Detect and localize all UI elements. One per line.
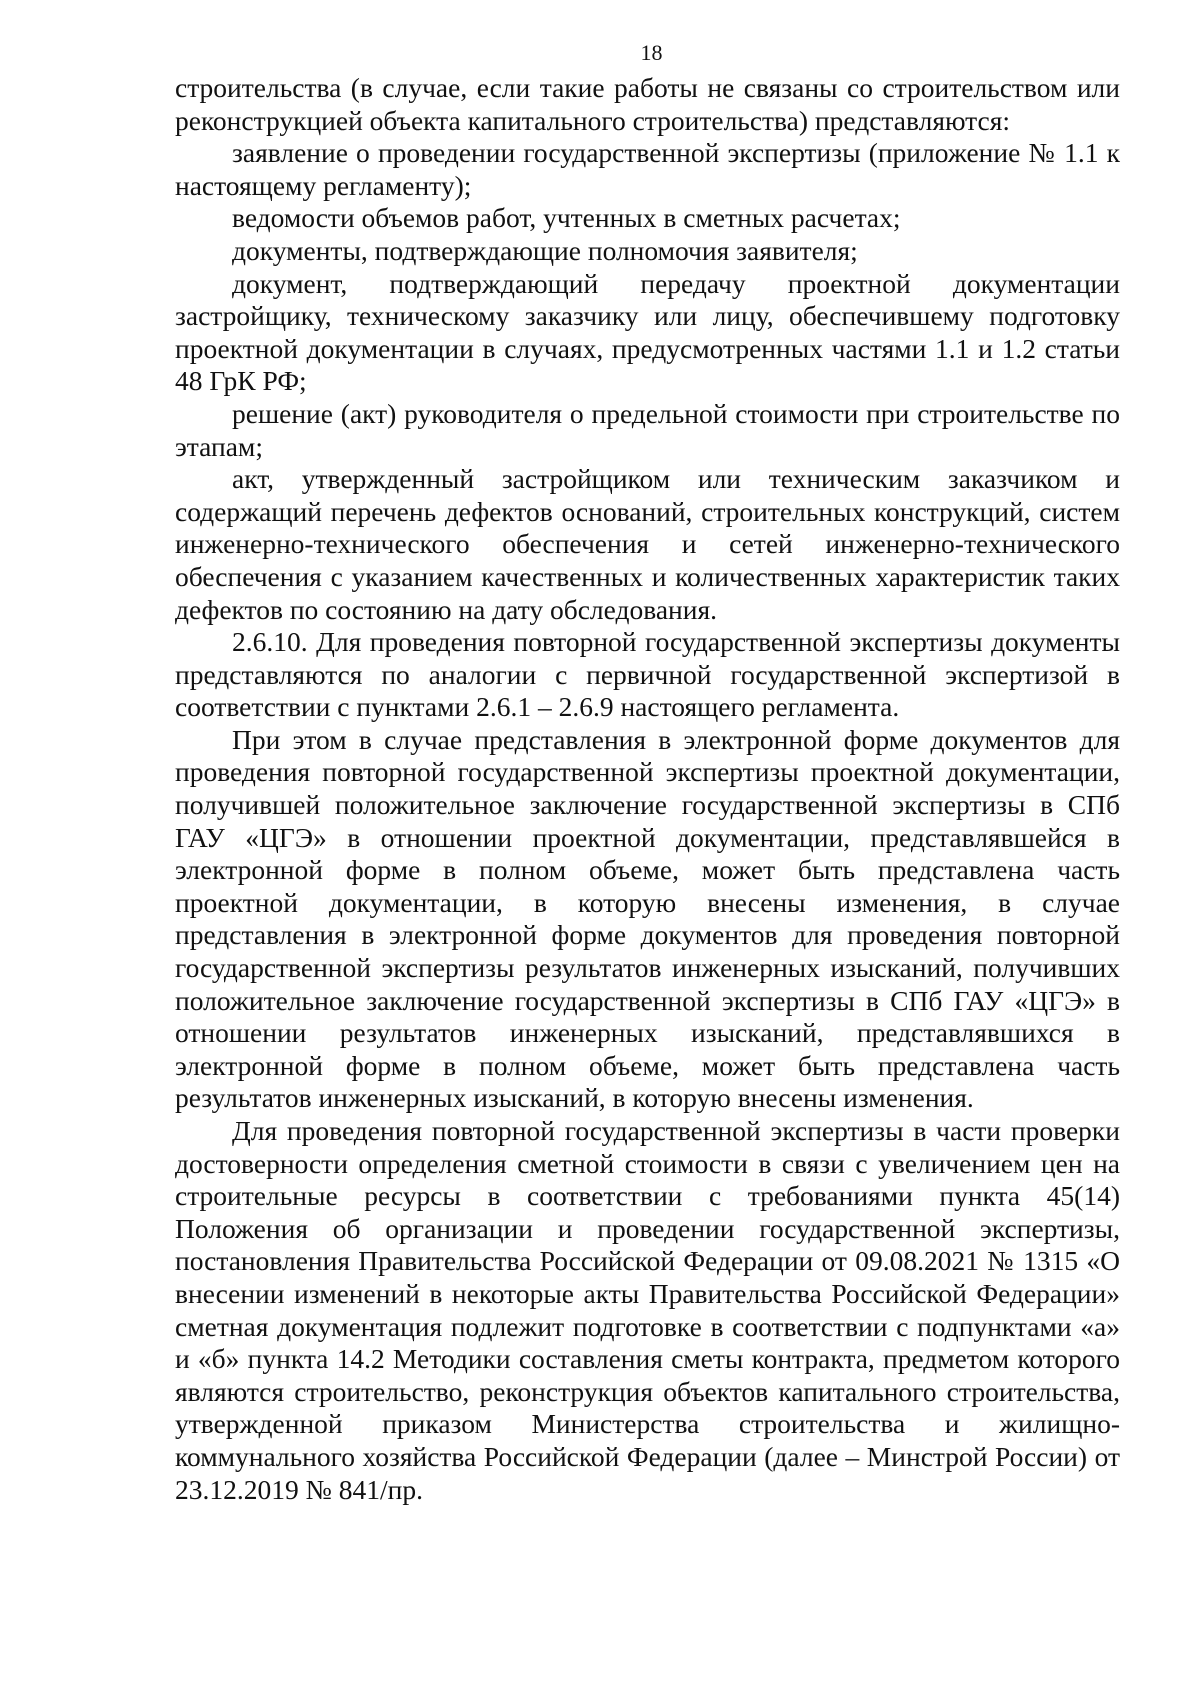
paragraph-cost-verification: Для проведения повторной государственной экспертизы в части проверки достоверности определения сметной стоимости в связи с увеличением цен на строительные ресурсы в соответствии с требованиями пункта 45(14) Положения об организации и проведении государственной экспертизы, постановления Правительства Российской Федерации от 09.08.2021 № 1315 «О внесении изменений в некоторые акты Правительства Российской Федерации» сметная документация подлежит подготовке в соответствии с подпунктами «а» и «б» пункта 14.2 Методики составления сметы контракта, предметом которого являются строительство, реконструкция объектов капитального строительства, утвержденной приказом Министерства строительства и жилищно-коммунального хозяйства Российской Федерации (далее – Минстрой России) от 23.12.2019 № 841/пр.: [175, 1115, 1120, 1505]
list-item-work-volumes: ведомости объемов работ, учтенных в сметных расчетах;: [232, 202, 901, 234]
document-page: [175, 40, 1120, 1506]
paragraph-intro: строительства (в случае, если такие работы не связаны со строительством или реконструкцией объекта капитального строительства) представляются:: [175, 72, 1120, 136]
list-item-transfer-document: документ, подтверждающий передачу проектной документации застройщику, техническому заказчику или лицу, обеспечившему подготовку проектной документации в случаях, предусмотренных частями 1.1 и 1.2 статьи 48 ГрК РФ;: [175, 267, 1120, 397]
list-item-authority-documents: документы, подтверждающие полномочия заявителя;: [232, 234, 858, 266]
section-2-6-10: 2.6.10. Для проведения повторной государственной экспертизы документы представляются по аналогии с первичной государственной экспертизой в соответствии с пунктами 2.6.1 – 2.6.9 настоящего регламента.: [175, 626, 1120, 723]
list-item-application: заявление о проведении государственной экспертизы (приложение № 1.1 к настоящему регламенту);: [175, 137, 1120, 201]
list-item-cost-limit-decision: решение (акт) руководителя о предельной стоимости при строительстве по этапам;: [175, 397, 1120, 462]
list-item-defects-act: акт, утвержденный застройщиком или техническим заказчиком и содержащий перечень дефектов оснований, строительных конструкций, систем инженерно-технического обеспечения и сетей инженерно-технического обеспечения с указанием качественных и количественных характеристик таких дефектов по состоянию на дату обследования.: [175, 463, 1120, 625]
page-number: 18: [640, 40, 663, 65]
paragraph-electronic-form: При этом в случае представления в электронной форме документов для проведения повторной государственной экспертизы проектной документации, получившей положительное заключение государственной экспертизы в СПб ГАУ «ЦГЭ» в отношении проектной документации, представлявшейся в электронной форме в полном объеме, может быть представлена часть проектной документации, в которую внесены изменения, в случае представления в электронной форме документов для проведения повторной государственной экспертизы результатов инженерных изысканий, получивших положительное заключение государственной экспертизы в СПб ГАУ «ЦГЭ» в отношении результатов инженерных изысканий, представлявшихся в электронной форме в полном объеме, может быть представлена часть результатов инженерных изысканий, в которую внесены изменения.: [175, 723, 1120, 1114]
